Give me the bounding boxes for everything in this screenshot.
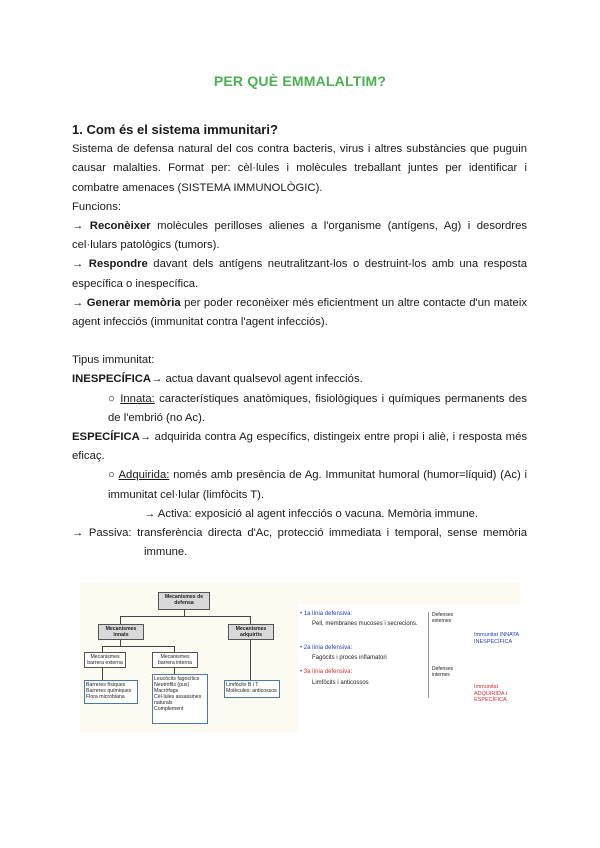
type-text: → actua davant qualsevol agent infecciós. xyxy=(151,373,363,386)
underlined-term: Innata: xyxy=(120,392,155,405)
leaf-item: Complement xyxy=(154,706,184,712)
activa-line: → Activa: exposició al agent infecciós o vacuna. Memòria immune. xyxy=(144,507,479,520)
tipus-label: Tipus immunitat: xyxy=(72,354,155,367)
arrow-icon: → xyxy=(72,296,84,309)
function-recognize xyxy=(72,217,527,255)
leaf-item: Barreres físiques xyxy=(86,682,126,688)
line1-heading: • 1a línia defensiva: xyxy=(300,610,425,618)
bold-term: Respondre xyxy=(88,258,148,271)
function-respond xyxy=(72,255,527,293)
funcions-label: Funcions: xyxy=(72,200,121,213)
especifica-line xyxy=(72,428,527,466)
leaf-cells xyxy=(152,674,208,724)
adquirida-line xyxy=(72,466,527,504)
adquirits-box: Mecanismes adquirits xyxy=(228,624,274,640)
defense-mechanisms-figure xyxy=(80,582,520,732)
bold-term: Reconèixer xyxy=(89,220,151,233)
adquirida-label: Immunitat ADQUIRIDA i ESPECÍFICA xyxy=(474,684,508,703)
intro-paragraph: Sistema de defensa natural del cos contra bacteris, virus i altres substàncies que puguin causar malalties. Format per: cèl·lules i molècules treballant juntes per identificar i combatre amenaces (SISTEMA IMMUNOLÒGIC). xyxy=(72,143,527,194)
barrera-interna-box: Mecanismes barrera interna xyxy=(152,652,198,668)
leaf-barriers xyxy=(84,680,138,704)
line2-text: Fagòcits i procés inflamatori xyxy=(312,655,387,661)
innats-box: Mecanismes innats xyxy=(98,624,144,640)
passiva-line: → Passiva: transferència directa d'Ac, protecció immediata i temporal, sense memòria immune. xyxy=(72,527,527,559)
bold-term: INESPECÍFICA xyxy=(72,373,152,386)
function-text: per poder reconèixer més eficientment un altre contacte d'un mateix agent infecciós (immunitat contra l'agent infecciós). xyxy=(72,296,527,329)
arrow-icon: → xyxy=(72,258,84,271)
bold-term: ESPECÍFICA xyxy=(72,431,140,444)
defenses-internes-label: Defenses internes xyxy=(432,666,454,678)
defenses-externes-label: Defenses externes xyxy=(432,612,454,624)
innata-label: Immunitat INNATA INESPECÍFICA xyxy=(474,632,519,645)
document-body xyxy=(72,120,527,562)
function-text: molècules perilloses alienes a l'organisme (antígens, Ag) i desordres cel·lulars patològics (tumors). xyxy=(72,220,527,252)
leaf-item: Cèl·lules assassines naturals xyxy=(154,694,202,706)
line3-heading: • 3a línia defensiva: xyxy=(300,668,425,676)
function-text: davant dels antígens neutralitzant-los o destruint-los amb una resposta específica o inespecífica. xyxy=(72,258,527,290)
barrera-externa-box: Mecanismes barrera externa xyxy=(84,652,126,668)
root-box: Mecanismes de defensa xyxy=(158,592,210,610)
leaf-lymphocytes xyxy=(224,680,280,698)
section-heading: 1. Com és el sistema immunitari? xyxy=(72,122,278,137)
type-text: només amb presència de Ag. Immunitat humoral (humor=líquid) (Ac) i immunitat cel·lular (limfòcits T). xyxy=(108,469,528,501)
inespecifica-line xyxy=(72,370,527,389)
type-text: característiques anatòmiques, fisiològiques i químiques permanents des de l'embrió (no Ac). xyxy=(108,392,527,424)
type-text: → adquirida contra Ag específics, distingeix entre propi i aliè, i resposta més eficaç. xyxy=(72,431,527,463)
defense-lines-table xyxy=(298,604,520,732)
bold-term: Generar memòria xyxy=(86,296,181,309)
leaf-item: Molècules: anticossos xyxy=(226,688,277,694)
line3-text: Limfòcits i anticossos xyxy=(312,680,369,686)
circle-bullet-icon: ○ xyxy=(108,469,116,482)
leaf-item: Macròfags xyxy=(154,688,179,694)
leaf-item: Leucòcits fagocítics xyxy=(154,676,200,682)
leaf-item: Limfòcits B i T xyxy=(226,682,259,688)
line1-text: Pell, membranes mucoses i secrecions. xyxy=(312,621,418,627)
line2-heading: • 2a línia defensiva: xyxy=(300,644,425,652)
circle-bullet-icon: ○ xyxy=(108,392,116,405)
innata-line xyxy=(72,390,527,428)
function-memory xyxy=(72,294,527,332)
underlined-term: Adquirida: xyxy=(118,469,170,482)
leaf-item: Barreres químiques xyxy=(86,688,132,694)
mechanisms-diagram xyxy=(80,582,295,732)
arrow-icon: → xyxy=(72,220,84,233)
page-title: PER QUÈ EMMALALTIM? xyxy=(213,73,387,89)
leaf-item: Neutròfils (pus) xyxy=(154,682,190,688)
leaf-item: Flora microbiana xyxy=(86,694,125,700)
